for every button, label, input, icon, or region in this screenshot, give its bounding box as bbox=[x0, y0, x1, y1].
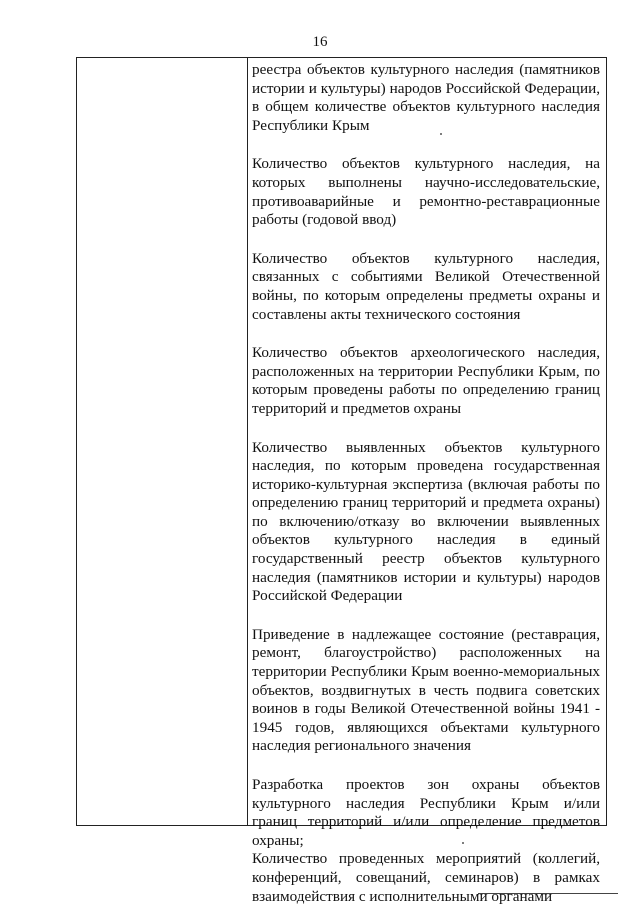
scan-speck bbox=[462, 842, 464, 844]
bottom-rule bbox=[478, 893, 618, 894]
entry-registry-share: реестра объектов культурного наследия (памятников истории и культуры) народов Российской Федерации, в общем количестве объектов культурного наследия Республики Крым bbox=[252, 61, 600, 134]
table-left-column bbox=[77, 58, 248, 825]
entry-events-count: Количество проведенных мероприятий (коллегий, конференций, совещаний, семинаров) в рамках взаимодействия с исполнительными органами bbox=[252, 850, 600, 905]
document-table bbox=[76, 57, 607, 905]
entry-identified-objects-expertise: Количество выявленных объектов культурного наследия, по которым проведена государственная историко-культурная экспертиза (включая работы по определению границ территорий и предмета охраны) по включению/отказу во включении выявленных объектов культурного наследия в единый государственный реестр объектов культурного наследия (памятников истории и культуры) народов Российской Федерации bbox=[252, 438, 600, 605]
scan-speck bbox=[440, 133, 442, 135]
entry-restoration-works: Количество объектов культурного наследия, на которых выполнены научно-исследовательские, противоаварийные и ремонтно-реставрационные работы (годовой ввод) bbox=[252, 155, 600, 229]
entry-archaeological-objects: Количество объектов археологического наследия, расположенных на территории Республики Крым, по которым проведены работы по определению границ территорий и предметов охраны bbox=[252, 344, 600, 417]
entry-wwii-objects: Количество объектов культурного наследия, связанных с событиями Великой Отечественной войны, по которым определены предметы охраны и составлены акты технического состояния bbox=[252, 249, 600, 323]
table-right-column bbox=[248, 58, 606, 905]
entry-protection-zones: Разработка проектов зон охраны объектов культурного наследия Республики Крым и/или границ территорий и/или определение предметов охраны; bbox=[252, 776, 600, 849]
entry-military-memorials: Приведение в надлежащее состояние (реставрация, ремонт, благоустройство) расположенных на территории Республики Крым военно-мемориальных объектов, воздвигнутых в честь подвига советских воинов в годы Великой Отечественной войны 1941 - 1945 годов, являющихся объектами культурного наследия регионального значения bbox=[252, 625, 600, 755]
page-number: 16 bbox=[312, 34, 328, 50]
